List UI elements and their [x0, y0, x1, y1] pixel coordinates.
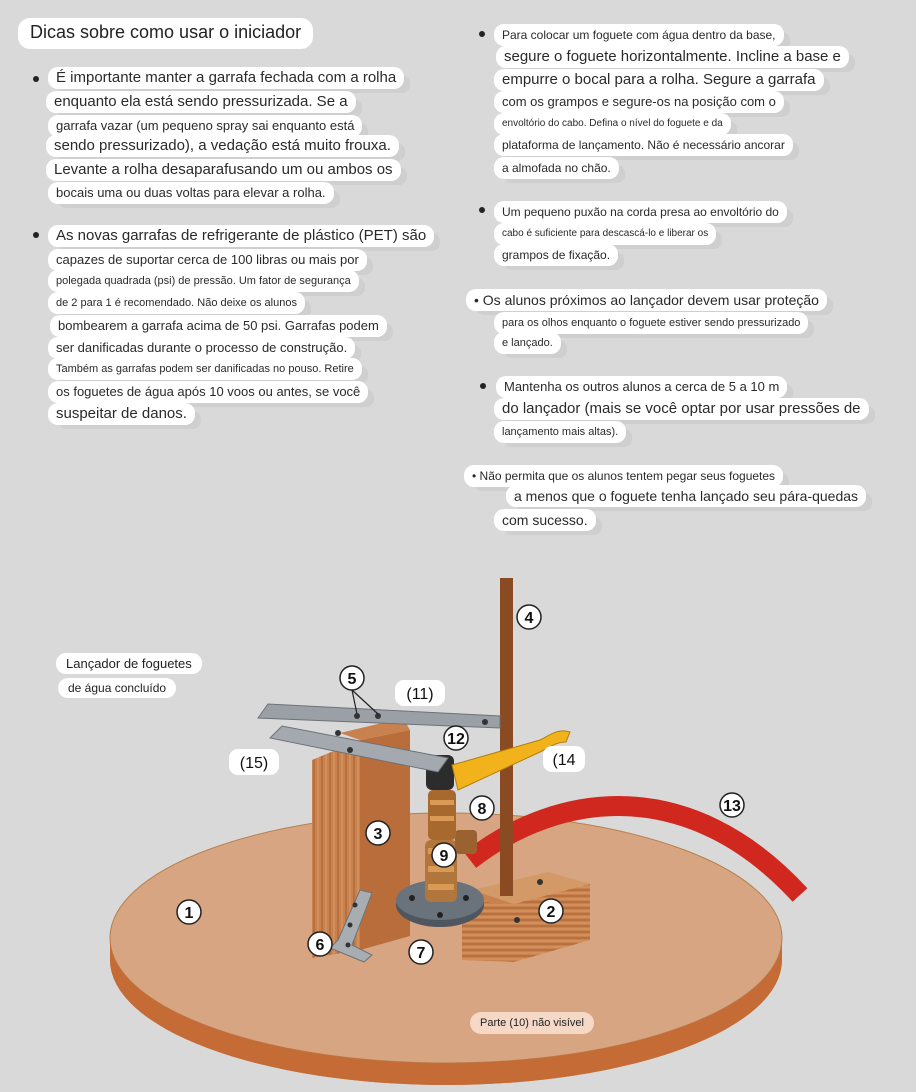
left-bullet-1-line-5: Levante a rolha desaparafusando um ou ambos os — [46, 159, 401, 181]
right-bullet-1-line-4: com os grampos e segure-os na posição com o — [494, 91, 784, 113]
right-bullet-1-line-5: envoltório do cabo. Defina o nível do foguete e da — [494, 113, 731, 135]
callout-11 — [395, 680, 445, 706]
svg-text:12: 12 — [447, 731, 465, 748]
callout-15 — [229, 749, 279, 775]
left-bullet-2-line-6: ser danificadas durante o processo de construção. — [48, 337, 355, 359]
callout-6 — [308, 932, 332, 956]
right-bullet-1-line-7: a almofada no chão. — [494, 157, 619, 179]
callout-2 — [539, 899, 563, 923]
right-bullet-1-line-6: plataforma de lançamento. Não é necessário ancorar — [494, 134, 793, 156]
right-bullet-3-line-1: • Os alunos próximos ao lançador devem usar proteção — [466, 289, 827, 311]
page-title: Dicas sobre como usar o iniciador — [18, 18, 313, 49]
callout-9 — [432, 843, 456, 867]
figure-caption-line-2: de água concluído — [58, 678, 176, 698]
svg-text:13: 13 — [723, 798, 741, 815]
callout-12 — [444, 726, 468, 750]
right-bullet-2-line-2: cabo é suficiente para descascá-lo e liberar os — [494, 223, 716, 245]
svg-text:5: 5 — [347, 671, 357, 688]
callout-8 — [470, 796, 494, 820]
right-bullet-4-line-1: Mantenha os outros alunos a cerca de 5 a 10 m — [496, 376, 787, 398]
right-bullet-5-line-3: com sucesso. — [494, 509, 596, 531]
right-bullet-4-line-3: lançamento mais altas). — [494, 421, 626, 443]
figure-caption-line-1: Lançador de foguetes — [56, 653, 202, 674]
svg-text:4: 4 — [524, 610, 534, 627]
launch-rod-4 — [500, 578, 513, 896]
right-bullet-3-line-3: e lançado. — [494, 332, 561, 354]
callout-7 — [409, 940, 433, 964]
right-bullet-1-line-2: segure o foguete horizontalmente. Incline a base e — [496, 46, 849, 68]
right-bullet-2-line-3: grampos de fixação. — [494, 244, 618, 266]
svg-text:(15): (15) — [239, 755, 269, 772]
svg-text:6: 6 — [315, 937, 325, 954]
left-bullet-1-line-2: enquanto ela está sendo pressurizada. Se a — [46, 91, 356, 113]
left-bullet-2-line-7: Também as garrafas podem ser danificadas no pouso. Retire — [48, 358, 362, 380]
part-10-note: Parte (10) não visível — [470, 1012, 594, 1034]
left-bullet-2-line-1: As novas garrafas de refrigerante de plástico (PET) são — [48, 225, 434, 247]
right-bullet-3-line-2: para os olhos enquanto o foguete estiver sendo pressurizado — [494, 312, 808, 334]
svg-text:1: 1 — [184, 905, 194, 922]
right-bullet-1-line-1: Para colocar um foguete com água dentro da base, — [494, 24, 784, 46]
left-bullet-2-line-3: polegada quadrada (psi) de pressão. Um fator de segurança — [48, 270, 359, 292]
callout-4 — [517, 605, 541, 629]
left-bullet-2-line-4: de 2 para 1 é recomendado. Não deixe os alunos — [48, 292, 305, 314]
callout-14 — [543, 746, 585, 772]
left-bullet-2-line-8: os foguetes de água após 10 voos ou antes, se você — [48, 381, 368, 403]
callout-3 — [366, 821, 390, 845]
svg-text:9: 9 — [439, 848, 449, 865]
svg-text:3: 3 — [373, 826, 383, 843]
left-bullet-2-line-2: capazes de suportar cerca de 100 libras ou mais por — [48, 249, 367, 271]
left-bullet-1-line-1: É importante manter a garrafa fechada com a rolha — [48, 67, 404, 89]
callout-5 — [340, 666, 364, 690]
right-bullet-4-line-2: do lançador (mais se você optar por usar pressões de — [494, 398, 869, 420]
left-bullet-1-line-3: garrafa vazar (um pequeno spray sai enquanto está — [48, 115, 362, 137]
left-bullet-1-line-6: bocais uma ou duas voltas para elevar a rolha. — [48, 182, 334, 204]
svg-text:7: 7 — [416, 945, 426, 962]
right-bullet-2-line-1: Um pequeno puxão na corda presa ao envoltório do — [494, 201, 787, 223]
left-bullet-2-line-5: bombearem a garrafa acima de 50 psi. Garrafas podem — [50, 315, 387, 337]
svg-text:(11): (11) — [406, 686, 434, 703]
callout-13 — [720, 793, 744, 817]
right-bullet-5-line-1: • Não permita que os alunos tentem pegar seus foguetes — [464, 465, 783, 487]
callout-1 — [177, 900, 201, 924]
left-bullet-1-line-4: sendo pressurizado), a vedação está muito frouxa. — [46, 135, 399, 157]
right-bullet-5-line-2: a menos que o foguete tenha lançado seu pára-quedas — [506, 485, 866, 507]
svg-text:(14: (14 — [552, 752, 576, 769]
svg-text:8: 8 — [477, 801, 487, 818]
svg-text:2: 2 — [546, 904, 556, 921]
right-bullet-1-line-3: empurre o bocal para a rolha. Segure a garrafa — [494, 69, 824, 91]
left-bullet-2-line-9: suspeitar de danos. — [48, 403, 195, 425]
